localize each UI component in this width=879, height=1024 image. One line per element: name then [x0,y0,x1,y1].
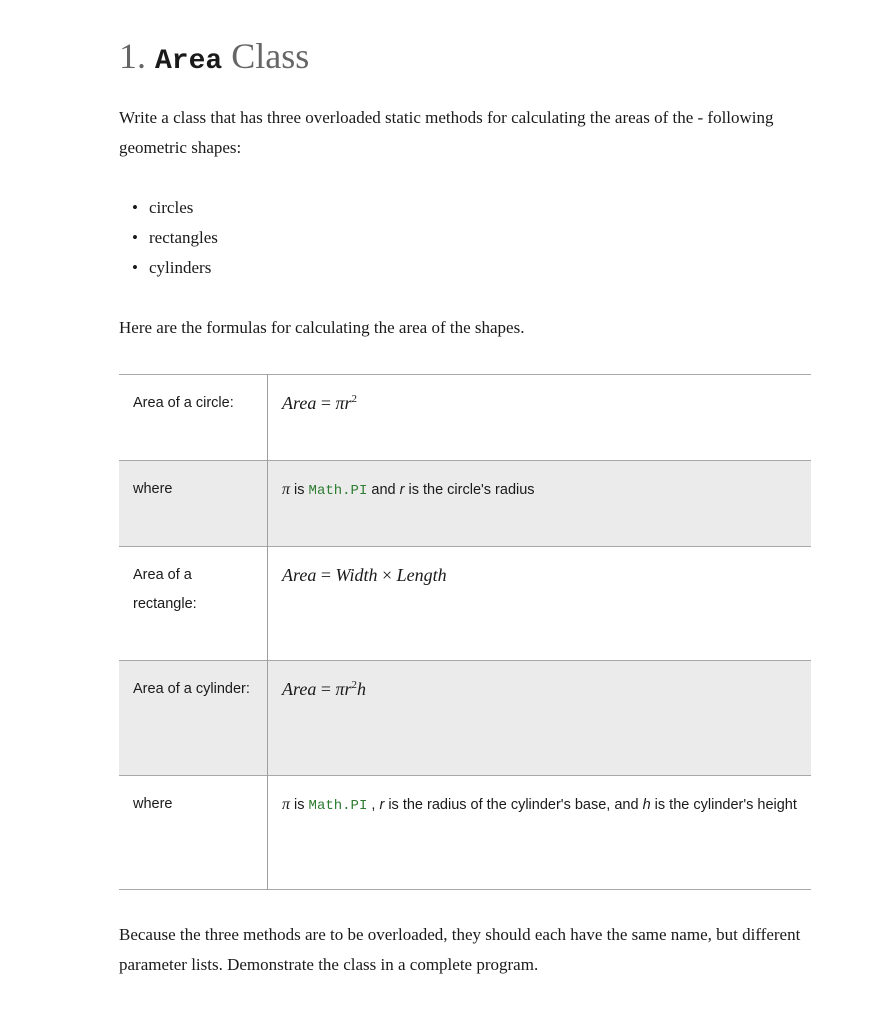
var-r: r [344,679,352,699]
list-item [119,223,218,253]
intro-paragraph: Write a class that has three overloaded static methods for calculating the areas of the - following geometric shapes: [119,108,774,157]
pi-symbol: π [282,481,291,498]
title-code: Area [155,46,223,77]
cylinder-formula [282,679,366,699]
row-label: Area of a cylinder: [119,661,268,776]
note-text: is the cylinder's height [650,797,797,813]
table-row [119,375,811,461]
closing-paragraph: Because the three methods are to be overloaded, they should each have the same name, but different parameter lists. Demonstrate the class in a complete program. [119,925,801,974]
note-text: and [367,482,400,498]
var-width: Width [335,565,378,585]
shape-list [119,193,218,283]
table-row [119,661,811,776]
note-text: is [290,482,309,498]
exponent: 2 [351,393,358,405]
code-math-pi: Math.PI [308,798,368,814]
circle-formula [282,393,357,413]
bullet-icon: • [132,198,138,217]
formula-cell [268,547,812,661]
formula-note [268,461,812,547]
var-r: r [344,393,352,413]
note-text: is the circle's radius [404,482,535,498]
var-r: r [399,482,405,498]
code-math-pi: Math.PI [308,483,368,499]
equals-sign: = [320,393,331,413]
table-row [119,547,811,661]
list-item [119,193,218,223]
row-label: Area of a circle: [119,375,268,461]
list-item [119,253,218,283]
note-text: , [367,797,380,813]
list-item-label: circles [149,198,194,217]
pi-symbol: π [335,679,345,699]
equals-sign: = [320,679,331,699]
list-item-label: cylinders [149,258,212,277]
var-r: r [379,797,385,813]
var-h: h [357,679,367,699]
pi-symbol: π [335,393,345,413]
formula-cell [268,375,812,461]
bullet-icon: • [132,258,138,277]
var-length: Length [396,565,447,585]
list-item-label: rectangles [149,228,218,247]
formula-note [268,776,812,890]
var-h: h [642,797,651,813]
note-text: is the radius of the cylinder's base, and [384,797,643,813]
times-sign: × [382,565,393,585]
formula-lhs: Area [282,679,317,699]
page-title [119,34,309,84]
bullet-icon: • [132,228,138,247]
formulas-table [119,374,811,890]
title-number: 1. [119,36,146,76]
formula-lhs: Area [282,565,317,585]
formula-cell [268,661,812,776]
exponent: 2 [351,679,358,691]
equals-sign: = [320,565,331,585]
table-row [119,776,811,890]
title-word: Class [231,36,310,76]
table-row [119,461,811,547]
rectangle-formula [282,565,447,585]
formulas-intro: Here are the formulas for calculating the area of the shapes. [119,318,525,337]
note-text: is [290,797,309,813]
formula-lhs: Area [282,393,317,413]
pi-symbol: π [282,796,291,813]
row-label: Area of a rectangle: [119,547,268,661]
row-label: where [119,461,268,547]
row-label: where [119,776,268,890]
